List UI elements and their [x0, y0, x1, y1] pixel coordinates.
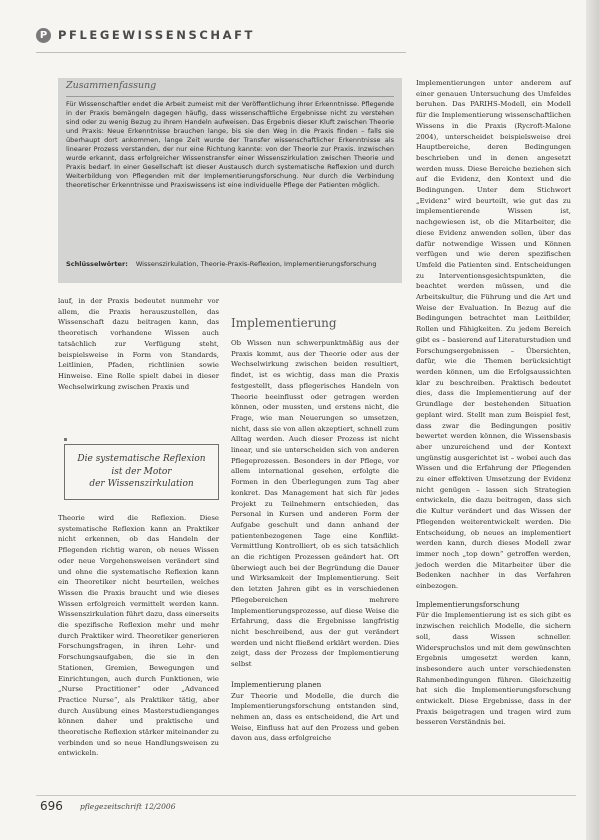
right-subheading: Implementierungsforschung: [416, 599, 520, 609]
keywords-label: Schlüsselwörter:: [66, 260, 128, 268]
section-title: PFLEGEWISSENSCHAFT: [58, 28, 256, 42]
pullquote-mark: [64, 438, 67, 441]
section-heading-implementierung: Implementierung: [231, 316, 337, 330]
keywords-value: Wissenszirkulation, Theorie-Praxis-Reflexion, Implementierungsforschung: [135, 260, 377, 268]
abstract-text: Für Wissenschaftler endet die Arbeit zumeist mit der Veröffentlichung ihrer Erkenntnisse. Pflegende in der Praxis bemängeln dagegen häufig, dass wissenschaftliche Ergebnisse nicht zu verstehen sind oder zu wenig Bezug zu ihrem Handeln aufweisen. Das Ergebnis dieser Kluft zwischen Theorie und Praxis: Neue Erkenntnisse brauchen lange, bis sie den Weg in die Praxis finden – falls sie überhaupt dort ankommen, lange Zeit wurde der Transfer wissenschaftlicher Erkenntnisse als linearer Prozess verstanden, der nur eine Richtung kannte: von der Theorie zur Praxis. Inzwischen wurde erkannt, dass erfolgreicher Wissenstransfer einer Wissenszirkulation zwischen Theorie und Praxis bedarf. In einer Gesellschaft ist dieser Austausch durch systematische Reflexion und durch Weiterbildung von Pflegenden mit der Implementierungsforschung. Nur durch die Verbindung theoretischer Erkenntnisse und Praxiswissens ist eine individuelle Pflege der Patienten möglich.: [66, 100, 394, 190]
abstract-keywords: [66, 260, 394, 269]
middle-column-text-2: Zur Theorie und Modelle, die durch die Implementierungsforschung entstanden sind, nehmen an, dass es entscheidend, die Art und Weise, Einfluss hat auf den Prozess und geben davon aus, dass erfolgreiche: [231, 691, 399, 743]
section-header: [36, 26, 255, 44]
abstract-box: [58, 78, 402, 283]
abstract-divider: [66, 96, 394, 97]
left-column-text: lauf, in der Praxis bedeutet nunmehr vor allem, die Praxis herauszustellen, das Wissenschaft dazu beitragen kann, das theoretisch vorhandene Wissen auch tatsächlich zur Verfügung steht, beispielsweise in Form von Standards, Leitlinien, Pfaden, richtlinien sowie Hinweise. Eine Rolle spielt dabei in dieser Wechselwirkung zwischen Praxis und: [58, 297, 219, 391]
footer-divider: [36, 795, 576, 796]
right-column: [416, 78, 571, 728]
right-column-text-2: Für die Implementierung ist es sich gibt es inzwischen reichlich Modelle, die sichern soll, dass Wissen schneller. Widerspruchslos und mit dem gewünschten Ergebnis umgesetzt werden kann, insbesondere auch unter verschiedensten Rahmenbedingungen führen. Gleichzeitig hat sich die Implementierungsforschung entwickelt. Diese Ergebnisse, dass in der Praxis beigetragen und tragen wird zum besseren Verständnis bei.: [416, 611, 571, 727]
middle-column: [231, 338, 399, 744]
page-number: 696: [40, 799, 63, 813]
header-divider: [36, 52, 406, 53]
right-column-text: Implementierungen unter anderem auf einer genauen Untersuchung des Umfeldes beruhen. Das PARIHS-Modell, ein Modell für die Implementierung wissenschaftlichen Wissens in die Praxis (Rycroft-Malone 2004), unterscheidet beispielsweise drei Hauptbereiche, deren Bedingungen beschrieben und in denen angesetzt werden muss. Diese Bereiche beziehen sich auf die Evidenz, den Kontext und die Bedingungen. Unter dem Stichwort „Evidenz“ wird beurteilt, wie gut das zu implementierende Wissen ist, nachgewiesen ist, ob die Mitarbeiter, die diese Evidenz anwenden sollen, über das dafür notwendige Wissen und Können verfügen und wie deren spezifischen Umfeld die Patienten sind. Entscheidungen zu Interventionsgesichtspunkten, die beachtet werden müssen, und die Arbeitskultur, die Führung und die Art und Weise der Evaluation. In Bezug auf die Bedingungen betrachtet man Leitbilder, Rollen und Fähigkeiten. Zu jedem Bereich gibt es – basierend auf Literaturstudien und Forschungsergebnissen – Übersichten, dafür, wie die Themen berücksichtigt werden können, um die Erfolgsaussichten klar zu beschreiben. Praktisch bedeutet dies, dass die Implementierung auf der Grundlage der bestehenden Situation geplant wird. Stellt man zum Beispiel fest, dass zwar die Bedingungen positiv bewertet werden können, die Wissensbasis aber unzureichend und der Kontext ungünstig ausgerichtet ist – wobei auch das Wissen und die Erfahrung der Pflegenden zu einer effektiven Umsetzung der Evidenz nicht genügen – lassen sich Strategien entwickeln, die dazu beitragen, dass sich die Kultur verändert und das Wissen der Pflegenden weiterentwickelt werden. Die Entscheidung, ob neues an implementiert werden kann, durch dieses Modell zwar immer noch „top down“ getroffen werden, jedoch werden die Mitarbeiter über die Bedenken nachher in das Verfahren einbezogen.: [416, 79, 571, 591]
section-logo-icon: P: [36, 28, 51, 43]
middle-subheading: Implementierung planen: [231, 679, 322, 689]
pullquote: Die systematische Reflexion ist der Motor der Wissenszirkulation: [64, 444, 219, 500]
middle-column-text: Ob Wissen nun schwerpunktmäßig aus der Praxis kommt, aus der Theorie oder aus der Wechselwirkung zwischen beiden resultiert, findet, ist es wichtig, dass man die Praxis festgestellt, dass pflegerisches Handeln von Theorie beeinflusst oder getragen werden können, oder mussten, und erstens nicht, die Frage, wie man Neuerungen so umsetzen, nicht, dass sie von allen akzeptiert, schnell zum Alltag werden. Auch dieser Prozess ist nicht linear, und sie unterscheiden sich von anderen Pflegeprozessen. Besonders in der Pflege, vor allem international gesehen, erfolgte die Formen in den Überlegungen zum Tag aber konkret. Das Management hat sich für jedes Projekt zu Teilnehmern entschieden, das Personal in Kursen und anderen Form der Aufgabe geschult und dann anhand der patientenbezogenen Tage eine Konflikt-Vermittlung Kontrolliert, ob es sich tatsächlich an die richtigen Prozessen geändert hat. Oft überwiegt auch bei der Begründung die Dauer und Wirksamkeit der Implementierung. Seit den letzten Jahren gibt es in verschiedenen Pflegebereichen mehrere Implementierungsprozesse, auf diese Weise die Erfahrung, dass die Ergebnisse langfristig nicht beschreibend, aus der gut verändert werden und nicht fließend erklärt werden. Dies zeigt, dass der Prozess der Implementierung selbst: [231, 339, 399, 669]
left-column-text-2: Theorie wird die Reflexion. Diese systematische Reflexion kann an Praktiker nicht erkennen, ob das Handeln der Pflegenden richtig waren, ob neues Wissen oder neue Vorgehensweisen verändert sind und ohne die systematische Reflexion kann ein Theoretiker nicht beurteilen, welches Wissen die Praxis braucht und wie dieses Wissen erfolgreich vermittelt werden kann. Wissenszirkulation führt dazu, dass einerseits die spezifische Reflexion mehr und mehr durch Praktiker wird. Theoretiker generieren Forschungsfragen, in ihren Lehr- und Forschungsaufgaben, die sie in den Stationen, Gremien, Bewegungen und Einrichtungen, auch durch Funktionen, wie „Nurse Practitioner“ oder „Advanced Practice Nurse“, als Praktiker tätig, aber durch Ausübung eines Masterstudienganges können daher und praktische und theoretische Reflexion stärker miteinander zu verbinden und so neue Handlungsweisen zu entwickeln.: [58, 514, 219, 758]
abstract-heading: Zusammenfassung: [66, 80, 157, 91]
left-column-lower: [58, 513, 219, 759]
left-column: [58, 296, 219, 392]
page-edge-shadow: [586, 0, 599, 840]
journal-reference: pflegezeitschrift 12/2006: [80, 802, 176, 811]
